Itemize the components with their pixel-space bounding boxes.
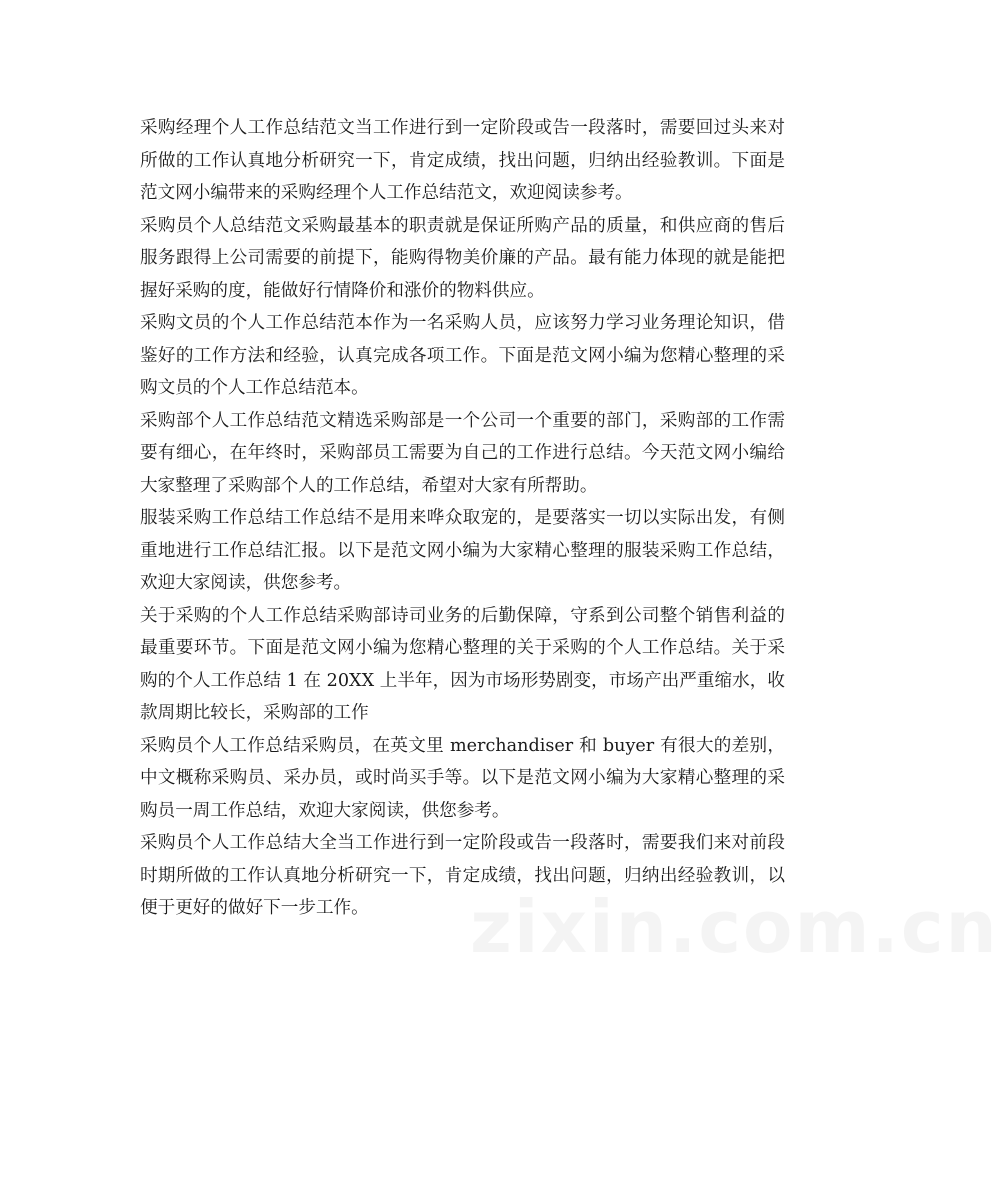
- paragraph-4: 采购部个人工作总结范文精选采购部是一个公司一个重要的部门，采购部的工作需要有细心，在年终时，采购部员工需要为自己的工作进行总结。今天范文网小编给大家整理了采购部个人的工作总结，希望对大家有所帮助。: [140, 410, 785, 496]
- document-body: [140, 112, 785, 925]
- paragraph-8: 采购员个人工作总结大全当工作进行到一定阶段或告一段落时，需要我们来对前段时期所做的工作认真地分析研究一下，肯定成绩，找出问题，归纳出经验教训，以便于更好的做好下一步工作。: [140, 833, 785, 918]
- paragraph-1: 采购经理个人工作总结范文当工作进行到一定阶段或告一段落时，需要回过头来对所做的工作认真地分析研究一下，肯定成绩，找出问题，归纳出经验教训。下面是范文网小编带来的采购经理个人工作总结范文，欢迎阅读参考。: [140, 118, 785, 203]
- paragraph-3: 采购文员的个人工作总结范本作为一名采购人员，应该努力学习业务理论知识，借鉴好的工作方法和经验，认真完成各项工作。下面是范文网小编为您精心整理的采购文员的个人工作总结范本。: [140, 313, 785, 398]
- paragraph-5: 服装采购工作总结工作总结不是用来哗众取宠的，是要落实一切以实际出发，有侧重地进行工作总结汇报。以下是范文网小编为大家精心整理的服装采购工作总结，欢迎大家阅读，供您参考。: [140, 508, 785, 593]
- paragraph-7: 采购员个人工作总结采购员，在英文里 merchandiser 和 buyer 有很大的差别，中文概称采购员、采办员，或时尚买手等。以下是范文网小编为大家精心整理的采购员一周工作总结，欢迎大家阅读，供您参考。: [140, 735, 785, 821]
- watermark: zixin.com.cn: [470, 885, 999, 969]
- paragraph-2: 采购员个人总结范文采购最基本的职责就是保证所购产品的质量，和供应商的售后服务跟得上公司需要的前提下，能购得物美价廉的产品。最有能力体现的就是能把握好采购的度，能做好行情降价和涨价的物料供应。: [140, 215, 785, 301]
- paragraph-6: 关于采购的个人工作总结采购部诗司业务的后勤保障，守系到公司整个销售利益的最重要环节。下面是范文网小编为您精心整理的关于采购的个人工作总结。关于采购的个人工作总结 1 在 20XX 上半年，因为市场形势剧变，市场产出严重缩水，收款周期比较长，采购部的工作: [140, 605, 785, 723]
